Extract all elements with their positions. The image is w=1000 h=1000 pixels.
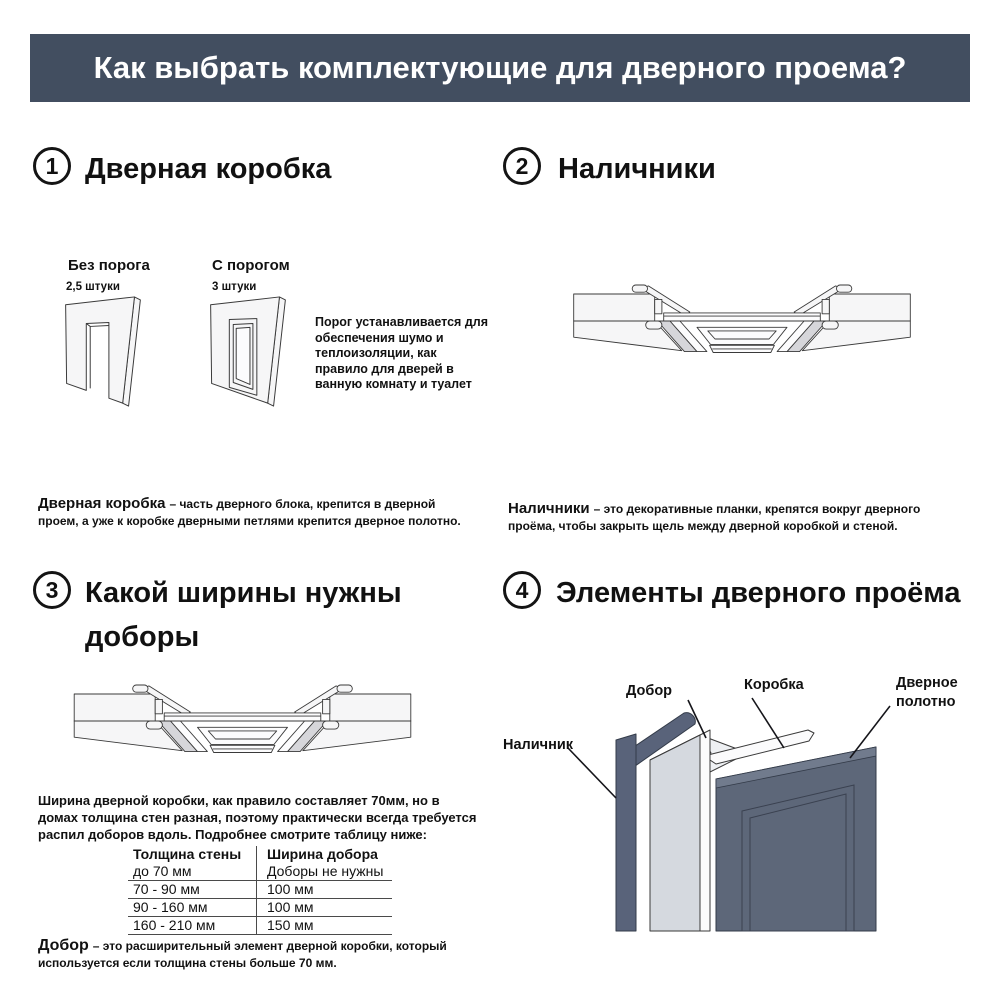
section-3-number-badge [33, 571, 71, 609]
extensions-plan-illustration [50, 676, 435, 766]
table-cell: до 70 мм [128, 863, 257, 881]
page-header [30, 34, 970, 102]
label-door-leaf: Дверное полотно [896, 675, 958, 710]
section-1-title: Дверная коробка [85, 153, 332, 185]
section-1-number-badge [33, 147, 71, 185]
frame-head-bar [164, 713, 321, 721]
section-1-number: 1 [45, 152, 59, 179]
page-title: Как выбрать комплектующие для дверного проема? [93, 50, 907, 85]
section-4-title: Элементы дверного проёма [556, 577, 961, 609]
table-header-row [128, 846, 392, 863]
casing-vertical-board [616, 734, 636, 931]
table-row [128, 899, 392, 917]
door-leaf-plan [697, 327, 787, 344]
extension-definition-text: – это расширительный элемент дверной коробки, который используется если толщина стены больше 70 мм. [38, 939, 447, 970]
wall-with-threshold-illustration [202, 293, 294, 411]
door-elements-figure [498, 658, 998, 993]
variant-no-threshold-qty: 2,5 штуки [66, 281, 120, 293]
casings-plan-illustration [552, 276, 932, 366]
label-casing: Наличник [503, 737, 574, 753]
table-cell: 70 - 90 мм [128, 881, 257, 899]
table-cell: Доборы не нужны [257, 863, 393, 881]
section-4-number-badge [503, 571, 541, 609]
casing-leader-line [568, 748, 616, 798]
section-2-number: 2 [515, 152, 529, 179]
frame-head-bar [664, 313, 821, 321]
variant-threshold-label: С порогом [212, 257, 290, 274]
opening-reveal-lines [86, 323, 109, 388]
casings-definition-text: – это декоративные планки, крепятся вокруг дверного проёма, чтобы закрыть щель между дверной коробкой и стеной. [508, 502, 921, 533]
section-2-title: Наличники [558, 153, 716, 185]
frame-definition-term: Дверная коробка [38, 495, 166, 512]
wall-face-with-opening [66, 297, 135, 403]
label-frame: Коробка [744, 677, 804, 693]
extension-definition-term: Добор [38, 937, 89, 954]
frame-definition [38, 495, 473, 530]
section-3-number: 3 [45, 576, 59, 603]
table-row [128, 863, 392, 881]
table-cell: 100 мм [257, 899, 393, 917]
extensions-paragraph: Ширина дверной коробки, как правило составляет 70мм, но в домах толщина стен разная, поэтому практически всегда требуется распил доборов вдоль. Подробнее смотрите таблицу ниже: [38, 793, 477, 842]
section-2-number-badge [503, 147, 541, 185]
table-row [128, 917, 392, 935]
table-row [128, 881, 392, 899]
casings-definition-term: Наличники [508, 500, 590, 517]
table-cell: 90 - 160 мм [128, 899, 257, 917]
casings-definition [508, 500, 958, 535]
table-header-extension-width: Ширина добора [257, 846, 393, 863]
section-3-title: Какой ширины нужны доборы [85, 577, 402, 653]
table-cell: 150 мм [257, 917, 393, 935]
frame-vertical-strip [700, 730, 710, 931]
frame-definition-text: – часть дверного блока, крепится в дверной проем, а уже к коробке дверными петлями крепится дверное полотно. [38, 497, 461, 528]
frame-inner [236, 327, 250, 384]
variant-threshold-qty: 3 штуки [212, 281, 257, 293]
threshold-note: Порог устанавливается для обеспечения шумо и теплоизоляции, как правило для дверей в ванную комнату и туалет [315, 315, 488, 391]
variant-no-threshold-label: Без порога [68, 257, 150, 274]
label-extension: Добор [626, 683, 673, 699]
door-leaf-plan [198, 727, 288, 744]
extension-definition [38, 937, 493, 972]
table-cell: 160 - 210 мм [128, 917, 257, 935]
table-header-wall-thickness: Толщина стены [133, 846, 242, 862]
wall-without-threshold-illustration [57, 293, 149, 411]
section-4-number: 4 [515, 576, 529, 603]
table-cell: 100 мм [257, 881, 393, 899]
extension-width-table [128, 846, 392, 935]
extension-board-front [650, 735, 700, 931]
